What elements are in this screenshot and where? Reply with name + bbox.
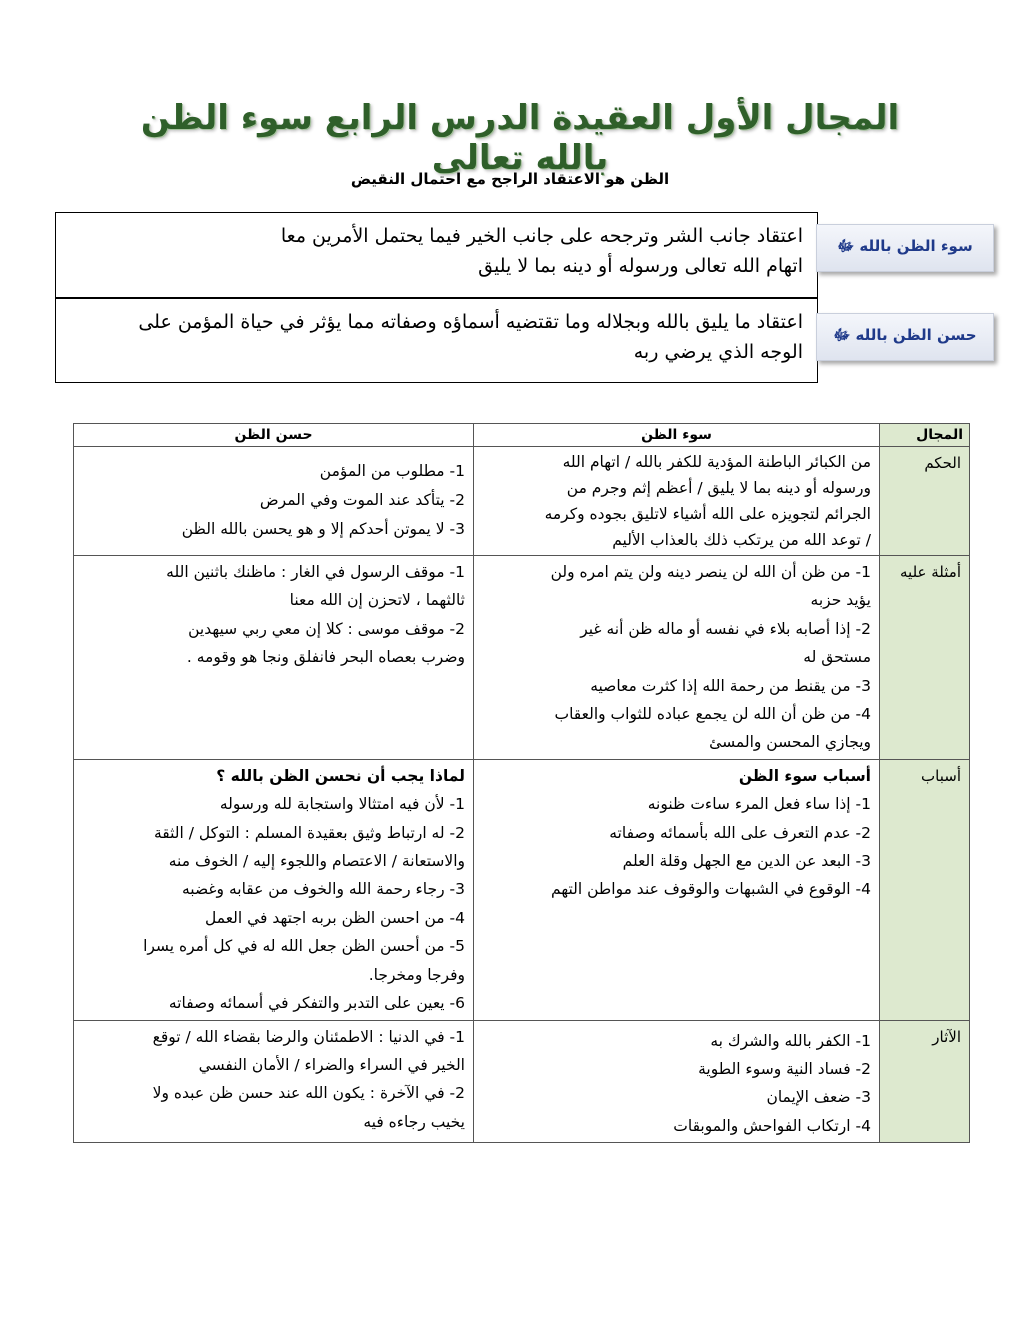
row-label-examples: أمثلة عليه xyxy=(880,556,970,760)
cell-line: 4- ارتكاب الفواحش والموبقات xyxy=(673,1116,871,1135)
definition-line: اعتقاد جانب الشر وترجحه على جانب الخير فيما يحتمل الأمرين معا xyxy=(280,225,803,247)
cell-line: 1- لأن فيه امتثالا واستجابة لله ورسوله xyxy=(219,795,465,814)
cell-suu-hukm xyxy=(474,447,880,556)
cell-line: 1- إذا ساء فعل المرء ساءت ظنونه xyxy=(647,795,871,814)
cell-suu-effects xyxy=(474,1020,880,1143)
cell-line: 4- الوقوع في الشبهات والوقوف عند مواطن التهم xyxy=(551,880,871,899)
cell-line: 3- لا يموتن أحدكم إلا و هو يحسن بالله الظن xyxy=(181,520,465,538)
definition-line: الوجه الذي يرضي ربه xyxy=(633,341,803,363)
cell-line: 2- له ارتباط وثيق بعقيدة المسلم : التوكل / الثقة xyxy=(153,823,465,842)
cell-heading: أسباب سوء الظن xyxy=(738,766,871,785)
definition-line: اتهام الله تعالى ورسوله أو دينه بما لا يليق xyxy=(478,255,803,277)
cell-line: يؤيد حزبه xyxy=(810,591,871,610)
definition-label-husn: حسن الظن بالله ﷻ xyxy=(816,313,994,361)
header-husn: حسن الظن xyxy=(74,424,474,447)
cell-line: الجرائم لتجويزه على الله أشياء لاتليق بجوده وكرمه xyxy=(544,505,871,523)
cell-line: ثالثهما ، لاتحزن إن الله معنا xyxy=(289,591,465,610)
cell-line: 1- في الدنيا : الاطمئنان والرضا بقضاء الله / توقع xyxy=(152,1027,465,1046)
row-label-hukm: الحكم xyxy=(880,447,970,556)
row-label-causes: أسباب xyxy=(880,759,970,1020)
definition-line: اعتقاد ما يليق بالله وبجلاله وما تقتضيه أسماؤه وصفاته مما يؤثر في حياة المؤمن على xyxy=(138,311,803,333)
cell-line: 2- في الآخرة : يكون الله عند حسن ظن عبده ولا xyxy=(152,1084,465,1103)
cell-line: وضرب بعصاه البحر فانفلق ونجا هو وقومه . xyxy=(186,648,465,667)
cell-line: 4- من ظن أن الله لن يجمع عباده للثواب والعقاب xyxy=(554,705,871,724)
cell-line: وفرجا ومخرجا. xyxy=(368,965,465,984)
subtitle-definition: الظن هو الاعتقاد الراجح مع احتمال النقيض xyxy=(350,170,670,188)
cell-line: 1- الكفر بالله والشرك به xyxy=(710,1031,871,1050)
cell-line: 1- موقف الرسول في الغار : ماظنك باثنين الله xyxy=(166,563,465,581)
cell-line: 1- مطلوب من المؤمن xyxy=(319,462,465,480)
cell-line: ويجازي المحسن والمسئ xyxy=(709,733,871,752)
table-header-row xyxy=(74,424,970,447)
table-row xyxy=(74,1020,970,1143)
cell-line: من الكبائر الباطنة المؤدية للكفر بالله / اتهام الله xyxy=(562,453,871,471)
cell-line: 2- يتأكد عند الموت وفي المرض xyxy=(259,491,465,509)
definition-box-suu xyxy=(55,212,818,298)
cell-line: 3- من يقنط من رحمة الله إذا كثرت معاصيه xyxy=(590,676,871,695)
cell-line: 1- من ظن أن الله لن ينصر دينه ولن يتم امره ولن xyxy=(550,563,871,581)
cell-line: ورسوله أو دينه بما لا يليق / أعظم إثم وجرم من xyxy=(566,479,871,497)
cell-line: 2- موقف موسى : كلا إن معي ربي سيهدين xyxy=(188,619,465,638)
table-row xyxy=(74,447,970,556)
definition-box-husn xyxy=(55,298,818,383)
cell-line: 3- البعد عن الدين مع الجهل وقلة العلم xyxy=(622,852,871,871)
cell-line: / توعد الله من يرتكب ذلك بالعذاب الأليم xyxy=(612,531,871,549)
cell-line: 3- ضعف الإيمان xyxy=(766,1088,871,1107)
header-majal: المجال xyxy=(880,424,970,447)
cell-line: 6- يعين على التدبر والتفكر في أسمائه وصفاته xyxy=(168,994,465,1013)
cell-heading: لماذا يجب أن نحسن الظن بالله ؟ xyxy=(216,766,465,785)
cell-husn-hukm xyxy=(74,447,474,556)
page-title: المجال الأول العقيدة الدرس الرابع سوء الظن بالله تعالى xyxy=(140,98,900,178)
cell-line: مستحق له xyxy=(803,648,871,667)
cell-line: 3- رجاء رحمة الله والخوف من عقابه وغضبه xyxy=(182,880,465,899)
cell-husn-examples xyxy=(74,556,474,760)
cell-line: 4- من احسن الظن بربه اجتهد في العمل xyxy=(205,908,465,927)
cell-line: 2- إذا أصابه بلاء في نفسه أو ماله ظن أنه غير xyxy=(580,619,871,638)
cell-suu-causes xyxy=(474,759,880,1020)
cell-suu-examples xyxy=(474,556,880,760)
definition-label-suu: سوء الظن بالله ﷻ xyxy=(816,224,994,272)
cell-line: 2- فساد النية وسوء الطوية xyxy=(698,1059,871,1078)
cell-line: الخير في السراء والضراء / الأمان النفسي xyxy=(198,1055,465,1074)
cell-husn-effects xyxy=(74,1020,474,1143)
cell-line: يخيب رجاءه فيه xyxy=(363,1112,465,1131)
table-row xyxy=(74,556,970,760)
cell-line: والاستعانة / الاعتصام واللجوء إليه / الخوف منه xyxy=(168,852,465,871)
cell-husn-causes xyxy=(74,759,474,1020)
cell-line: 5- من أحسن الظن جعل الله له في كل أمره يسرا xyxy=(143,937,465,956)
table-row xyxy=(74,759,970,1020)
cell-line: 2- عدم التعرف على الله بأسمائه وصفاته xyxy=(609,823,871,842)
comparison-table xyxy=(73,423,970,1143)
header-suu: سوء الظن xyxy=(474,424,880,447)
row-label-effects: الآثار xyxy=(880,1020,970,1143)
